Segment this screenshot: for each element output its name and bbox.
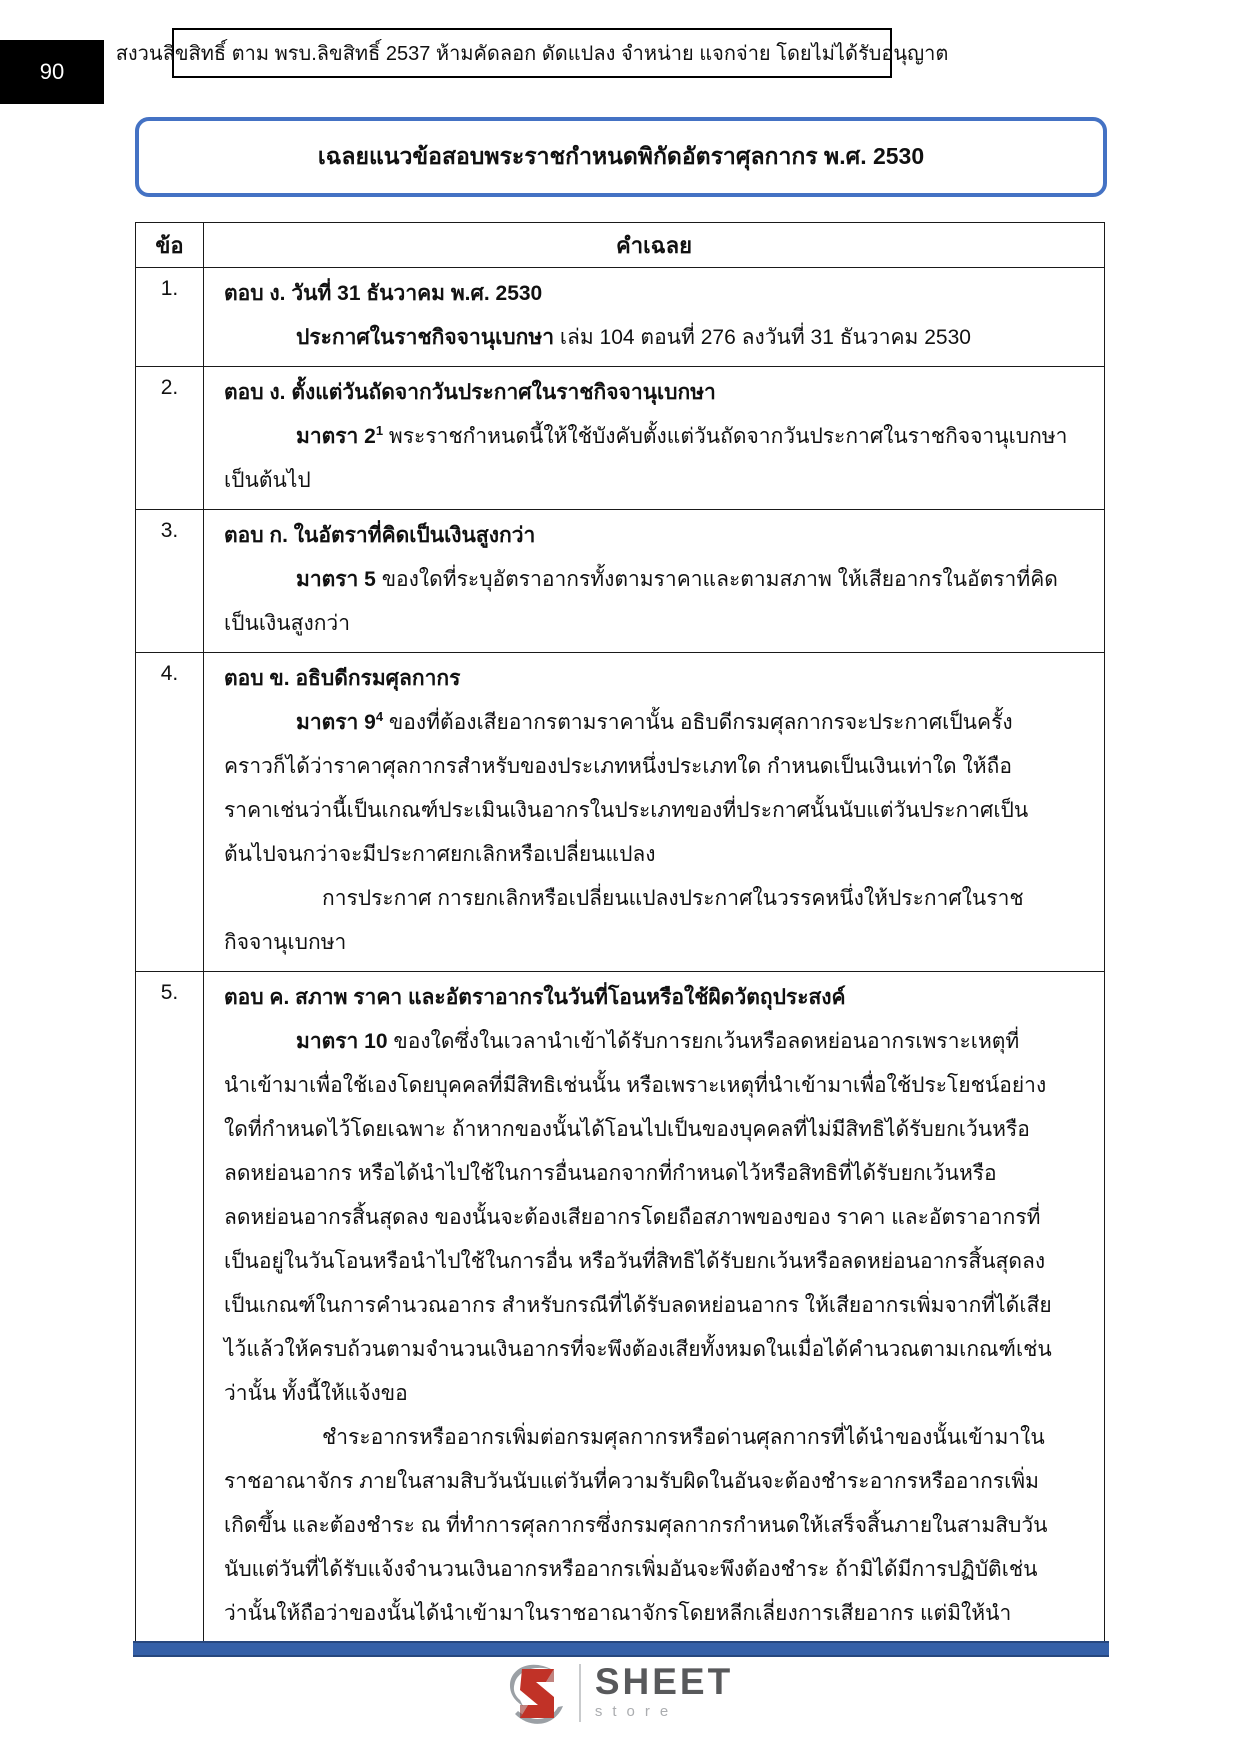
answer-line: ว่านั้น ทั้งนี้ให้แจ้งขอ xyxy=(224,1382,408,1405)
answer-line: ตอบ ก. ในอัตราที่คิดเป็นเงินสูงกว่า xyxy=(224,524,536,547)
footer-divider-bar xyxy=(133,1641,1109,1657)
answer-cell xyxy=(204,367,1105,510)
answer-line: มาตรา 5 ของใดที่ระบุอัตราอากรทั้งตามราคาและตามสภาพ ให้เสียอากรในอัตราที่คิด xyxy=(296,568,1058,591)
answer-line: ต้นไปจนกว่าจะมีประกาศยกเลิกหรือเปลี่ยนแปลง xyxy=(224,843,656,866)
col-header-no: ข้อ xyxy=(136,223,204,268)
logo-wordmark xyxy=(595,1662,733,1722)
answer-cell xyxy=(204,268,1105,367)
answer-line: นับแต่วันที่ได้รับแจ้งจำนวนเงินอากรหรืออากรเพิ่มอันจะพึงต้องชำระ ถ้ามิได้มีการปฏิบัติเช่น xyxy=(224,1558,1038,1581)
answer-line: ตอบ ค. สภาพ ราคา และอัตราอากรในวันที่โอนหรือใช้ผิดวัตถุประสงค์ xyxy=(224,986,846,1009)
answer-line: ไว้แล้วให้ครบถ้วนตามจำนวนเงินอากรที่จะพึงต้องเสียทั้งหมดในเมื่อได้คำนวณตามเกณฑ์เช่น xyxy=(224,1338,1052,1361)
answer-line: ราคาเช่นว่านี้เป็นเกณฑ์ประเมินเงินอากรในประเภทของที่ประกาศนั้นนับแต่วันประกาศเป็น xyxy=(224,799,1029,822)
answer-line: ลดหย่อนอากรสิ้นสุดลง ของนั้นจะต้องเสียอากรโดยถือสภาพของของ ราคา และอัตราอากรที่ xyxy=(224,1206,1041,1229)
answer-line: มาตรา $9^4$ ของที่ต้องเสียอากรตามราคานั้น อธิบดีกรมศุลกากรจะประกาศเป็นครั้ง xyxy=(296,709,1013,734)
page-number-box xyxy=(0,40,104,104)
answer-line: ตอบ ง. ตั้งแต่วันถัดจากวันประกาศในราชกิจจานุเบกษา xyxy=(224,381,716,404)
question-number: 2. xyxy=(136,367,204,510)
answer-line: เป็นต้นไป xyxy=(224,469,311,492)
question-number: 5. xyxy=(136,972,204,1643)
answer-line: ตอบ ข. อธิบดีกรมศุลกากร xyxy=(224,667,461,690)
sheet-store-logo xyxy=(0,1662,1240,1752)
page-number: 90 xyxy=(39,59,65,84)
answer-line: ราชอาณาจักร ภายในสามสิบวันนับแต่วันที่ความรับผิดในอันจะต้องชำระอากรหรืออากรเพิ่ม xyxy=(224,1470,1039,1493)
copyright-banner xyxy=(115,28,949,78)
table-row xyxy=(136,653,1105,972)
question-number: 3. xyxy=(136,510,204,653)
answer-line: ชำระอากรหรืออากรเพิ่มต่อกรมศุลกากรหรือด่านศุลกากรที่ได้นำของนั้นเข้ามาใน xyxy=(322,1426,1045,1449)
copyright-text: สงวนลิขสิทธิ์ ตาม พรบ.ลิขสิทธิ์ 2537 ห้ามคัดลอก ดัดแปลง จำหน่าย แจกจ่าย โดยไม่ได้รับอนุญาต xyxy=(115,43,949,65)
answer-line: มาตรา 10 ของใดซึ่งในเวลานำเข้าได้รับการยกเว้นหรือลดหย่อนอากรเพราะเหตุที่ xyxy=(296,1030,1020,1053)
answer-line: ตอบ ง. วันที่ 31 ธันวาคม พ.ศ. 2530 xyxy=(224,282,543,305)
answer-table xyxy=(135,222,1105,1643)
answer-line: ประกาศในราชกิจจานุเบกษา เล่ม 104 ตอนที่ 276 ลงวันที่ 31 ธันวาคม 2530 xyxy=(296,326,971,349)
logo-divider xyxy=(579,1664,581,1722)
answer-line: ลดหย่อนอากร หรือได้นำไปใช้ในการอื่นนอกจากที่กำหนดไว้หรือสิทธิที่ได้รับยกเว้นหรือ xyxy=(224,1162,997,1185)
answer-line: กิจจานุเบกษา xyxy=(224,931,347,954)
sheet-store-s-icon xyxy=(507,1662,565,1728)
table-row xyxy=(136,510,1105,653)
answer-cell xyxy=(204,510,1105,653)
answer-line: การประกาศ การยกเลิกหรือเปลี่ยนแปลงประกาศในวรรคหนึ่งให้ประกาศในราช xyxy=(322,887,1024,910)
table-row xyxy=(136,367,1105,510)
brand-name: SHEET xyxy=(594,1661,734,1702)
answer-line: มาตรา $2^1$ พระราชกำหนดนี้ให้ใช้บังคับตั้งแต่วันถัดจากวันประกาศในราชกิจจานุเบกษา xyxy=(296,423,1068,448)
answer-line: ว่านั้นให้ถือว่าของนั้นได้นำเข้ามาในราชอาณาจักรโดยหลีกเลี่ยงการเสียอากร แต่มิให้นำ xyxy=(224,1602,1012,1625)
table-header-row xyxy=(136,223,1105,268)
col-header-answer: คำเฉลย xyxy=(204,223,1105,268)
answer-line: ใดที่กำหนดไว้โดยเฉพาะ ถ้าหากของนั้นได้โอนไปเป็นของบุคคลที่ไม่มีสิทธิได้รับยกเว้นหรือ xyxy=(224,1118,1030,1141)
answer-line: เป็นเกณฑ์ในการคำนวณอากร สำหรับกรณีที่ได้รับลดหย่อนอากร ให้เสียอากรเพิ่มจากที่ได้เสีย xyxy=(224,1294,1052,1317)
brand-subtitle: store xyxy=(594,1703,679,1720)
answer-line: คราวก็ได้ว่าราคาศุลกากรสำหรับของประเภทหนึ่งประเภทใด กำหนดเป็นเงินเท่าใด ให้ถือ xyxy=(224,755,1012,778)
answer-cell xyxy=(204,972,1105,1643)
page-title: เฉลยแนวข้อสอบพระราชกำหนดพิกัดอัตราศุลกากร พ.ศ. 2530 xyxy=(317,143,925,169)
answer-line: เป็นเงินสูงกว่า xyxy=(224,612,351,635)
question-number: 4. xyxy=(136,653,204,972)
title-box xyxy=(135,117,1107,197)
answer-line: เป็นอยู่ในวันโอนหรือนำไปใช้ในการอื่น หรือวันที่สิทธิได้รับยกเว้นหรือลดหย่อนอากรสิ้นสุดลง xyxy=(224,1250,1046,1273)
table-row xyxy=(136,972,1105,1643)
table-row xyxy=(136,268,1105,367)
answer-cell xyxy=(204,653,1105,972)
question-number: 1. xyxy=(136,268,204,367)
answer-line: เกิดขึ้น และต้องชำระ ณ ที่ทำการศุลกากรซึ่งกรมศุลกากรกำหนดให้เสร็จสิ้นภายในสามสิบวัน xyxy=(224,1514,1048,1537)
answer-line: นำเข้ามาเพื่อใช้เองโดยบุคคลที่มีสิทธิเช่นนั้น หรือเพราะเหตุที่นำเข้ามาเพื่อใช้ประโยชน์อย่าง xyxy=(224,1074,1047,1097)
